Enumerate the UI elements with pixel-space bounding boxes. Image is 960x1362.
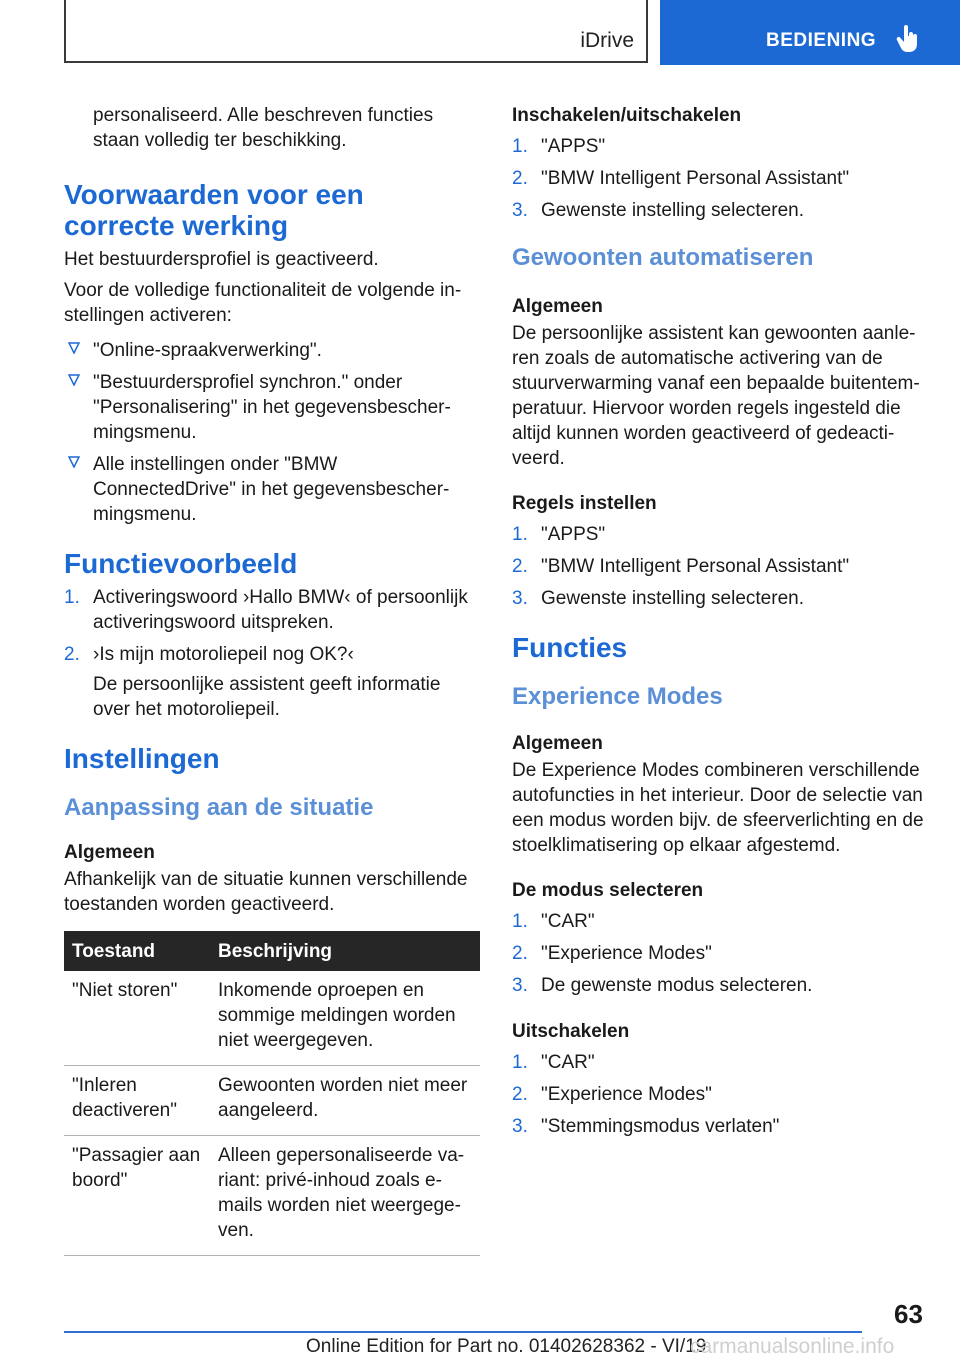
list-number: 2.: [64, 644, 80, 665]
table-header-row: [64, 931, 480, 971]
list-item-text: "Bestuurdersprofiel synchron." onder "Personalisering" in het gegevensbescher-mingsmenu.: [93, 372, 451, 443]
list-item: [512, 909, 932, 934]
list-number: 3.: [512, 975, 528, 996]
heading-general: Algemeen: [512, 296, 603, 317]
prereq-list: [64, 338, 480, 527]
list-item-text: "Experience Modes": [541, 1084, 712, 1105]
list-number: 1.: [512, 911, 528, 932]
list-number: 3.: [512, 588, 528, 609]
heading-functions: Functies: [512, 632, 628, 663]
chapter-tab-label: BEDIENING: [766, 30, 877, 51]
list-item-text: "APPS": [541, 136, 606, 157]
list-number: 3.: [512, 1116, 528, 1137]
heading-example: Functievoorbeeld: [64, 548, 298, 579]
table-cell: "Passagier aan boord": [64, 1136, 210, 1256]
on-off-list: [512, 134, 932, 223]
list-number: 2.: [512, 168, 528, 189]
heading-select-mode: De modus selecteren: [512, 880, 704, 901]
list-item-subtext: De persoonlijke assistent geeft informatie over het motoroliepeil.: [93, 674, 441, 720]
list-number: 1.: [512, 524, 528, 545]
watermark: carmanualsonline.info: [690, 1335, 895, 1358]
list-item-text: "CAR": [541, 1052, 595, 1073]
intro-text: personaliseerd. Alle beschreven functies staan volledig ter beschikking.: [93, 105, 434, 151]
list-number: 3.: [512, 200, 528, 221]
table-cell: "Inleren deactiveren": [64, 1066, 210, 1136]
heading-automate-habits: Gewoonten automatiseren: [512, 244, 814, 271]
list-item: [64, 338, 480, 363]
list-item-text: Gewenste instelling selecteren.: [541, 588, 804, 609]
prereq-paragraph-1: Het bestuurdersprofiel is geactiveerd.: [64, 249, 379, 270]
table-row: [64, 1136, 480, 1256]
footer-divider: [64, 1331, 862, 1333]
table-cell: Inkomende oproepen en sommige meldingen worden niet weergegeven.: [210, 971, 480, 1066]
list-item-text: "APPS": [541, 524, 606, 545]
table-header-description: Beschrijving: [210, 931, 480, 971]
list-item: [512, 1082, 932, 1107]
list-item: [512, 973, 932, 998]
list-item-text: ›Is mijn motoroliepeil nog OK?‹: [93, 644, 354, 665]
table-row: [64, 1066, 480, 1136]
heading-switch-off: Uitschakelen: [512, 1021, 630, 1042]
list-item-text: "BMW Intelligent Personal Assistant": [541, 556, 850, 577]
list-item-text: "Experience Modes": [541, 943, 712, 964]
list-item: [512, 1050, 932, 1075]
triangle-bullet-icon: [68, 342, 80, 354]
table-row: [64, 971, 480, 1066]
list-item: [512, 166, 932, 191]
right-column: [512, 103, 932, 1146]
heading-experience-modes: Experience Modes: [512, 683, 723, 710]
states-table: [64, 931, 480, 1256]
list-item-text: De gewenste modus selecteren.: [541, 975, 813, 996]
list-item: [512, 1114, 932, 1139]
list-number: 2.: [512, 1084, 528, 1105]
list-item: [512, 554, 932, 579]
page-number: 63: [894, 1299, 923, 1329]
heading-adjust-situation: Aanpassing aan de situatie: [64, 794, 374, 821]
header-section-box: [64, 0, 648, 63]
list-number: 1.: [512, 136, 528, 157]
chapter-tab: [660, 0, 960, 65]
example-list: [64, 585, 480, 722]
list-item-text: "BMW Intelligent Personal Assistant": [541, 168, 850, 189]
table-cell: Gewoonten worden niet meer aangeleerd.: [210, 1066, 480, 1136]
modes-paragraph: De Experience Modes combineren verschillende autofuncties in het interieur. Door de selectie van een modus worden bijv. de sfeerverlichting en de stoelklimatisering op elkaar afgestemd.: [512, 760, 924, 856]
list-item: [64, 370, 480, 445]
list-item: [512, 522, 932, 547]
section-title: iDrive: [580, 29, 634, 52]
heading-general: Algemeen: [512, 733, 603, 754]
list-item: [64, 452, 480, 527]
list-item-text: Alle instellingen onder "BMW ConnectedDrive" in het gegevensbescher-mingsmenu.: [93, 454, 450, 525]
select-mode-list: [512, 909, 932, 998]
list-item: [64, 585, 480, 635]
list-item-text: Gewenste instelling selecteren.: [541, 200, 804, 221]
list-number: 2.: [512, 556, 528, 577]
heading-on-off: Inschakelen/uitschakelen: [512, 105, 742, 126]
habits-paragraph: De persoonlijke assistent kan gewoonten aanle-ren zoals de automatische activering van de stuurverwarming vanaf een bepaalde buitentem-peratuur. Hiervoor worden regels ingesteld die altijd kunnen worden geactiveerd of gedeacti-veerd.: [512, 323, 920, 469]
heading-set-rules: Regels instellen: [512, 493, 657, 514]
table-cell: "Niet storen": [64, 971, 210, 1066]
heading-settings: Instellingen: [64, 743, 220, 774]
list-item: [512, 941, 932, 966]
list-number: 1.: [64, 587, 80, 608]
list-item-text: "Stemmingsmodus verlaten": [541, 1116, 780, 1137]
switch-off-list: [512, 1050, 932, 1139]
table-header-state: Toestand: [64, 931, 210, 971]
list-item-text: Activeringswoord ›Hallo BMW‹ of persoonlijk activeringswoord uitspreken.: [93, 587, 468, 633]
hand-pointer-icon: [896, 24, 920, 54]
left-column: [64, 103, 480, 1256]
list-item: [512, 198, 932, 223]
table-cell: Alleen gepersonaliseerde va-riant: privé-inhoud zoals e-mails worden niet weergege-ven.: [210, 1136, 480, 1256]
rules-list: [512, 522, 932, 611]
triangle-bullet-icon: [68, 374, 80, 386]
list-item: [512, 586, 932, 611]
list-number: 1.: [512, 1052, 528, 1073]
list-number: 2.: [512, 943, 528, 964]
list-item-text: "Online-spraakverwerking".: [93, 340, 322, 361]
list-item: [64, 642, 480, 722]
heading-prerequisites: Voorwaarden voor een correcte werking: [64, 179, 364, 241]
general-paragraph: Afhankelijk van de situatie kunnen verschillende toestanden worden geactiveerd.: [64, 869, 468, 915]
heading-general: Algemeen: [64, 842, 155, 863]
list-item-text: "CAR": [541, 911, 595, 932]
prereq-paragraph-2: Voor de volledige functionaliteit de volgende in-stellingen activeren:: [64, 280, 462, 326]
footer-edition: Online Edition for Part no. 01402628362 - VI/19: [306, 1336, 707, 1357]
triangle-bullet-icon: [68, 456, 80, 468]
list-item: [512, 134, 932, 159]
